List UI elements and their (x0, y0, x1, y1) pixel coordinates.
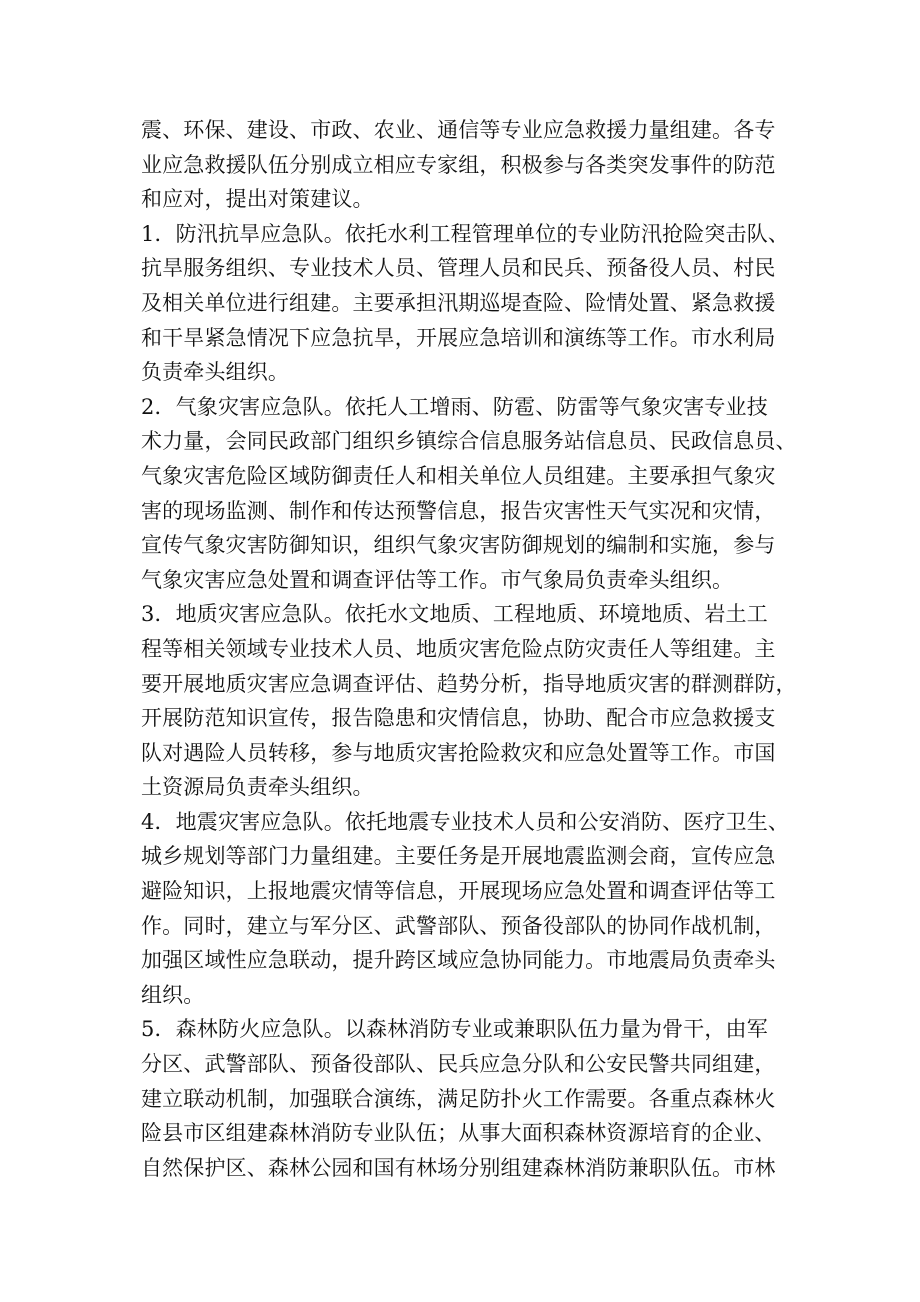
text-line: 和应对，提出对策建议。 (141, 187, 374, 212)
document-body (141, 113, 797, 1185)
text-line: 4．地震灾害应急队。依托地震专业技术人员和公安消防、医疗卫生、 (141, 809, 790, 834)
text-line: 2．气象灾害应急队。依托人工增雨、防雹、防雷等气象灾害专业技 (141, 394, 768, 419)
text-line: 作。同时，建立与军分区、武警部队、预备役部队的协同作战机制， (141, 913, 776, 938)
text-line: 组织。 (141, 982, 205, 1007)
text-line: 队对遇险人员转移，参与地质灾害抢险救灾和应急处置等工作。市国 (141, 740, 776, 765)
text-line: 宣传气象灾害防御知识，组织气象灾害防御规划的编制和实施，参与 (141, 533, 776, 558)
text-line: 险县市区组建森林消防专业队伍；从事大面积森林资源培育的企业、 (141, 1121, 776, 1146)
text-line: 术力量，会同民政部门组织乡镇综合信息服务站信息员、民政信息员、 (141, 429, 797, 454)
text-line: 负责牵头组织。 (141, 360, 290, 385)
text-line: 避险知识，上报地震灾情等信息，开展现场应急处置和调查评估等工 (141, 879, 776, 904)
text-line: 害的现场监测、制作和传达预警信息，报告灾害性天气实况和灾情， (141, 498, 776, 523)
text-line: 要开展地质灾害应急调查评估、趋势分析，指导地质灾害的群测群防， (141, 671, 797, 696)
text-line: 自然保护区、森林公园和国有林场分别组建森林消防兼职队伍。市林 (141, 1155, 776, 1180)
text-line: 建立联动机制，加强联合演练，满足防扑火工作需要。各重点森林火 (141, 1086, 776, 1111)
text-line: 城乡规划等部门力量组建。主要任务是开展地震监测会商，宣传应急 (141, 844, 776, 869)
text-line: 开展防范知识宣传，报告隐患和灾情信息，协助、配合市应急救援支 (141, 706, 776, 731)
text-line: 震、环保、建设、市政、农业、通信等专业应急救援力量组建。各专 (141, 118, 776, 142)
text-line: 分区、武警部队、预备役部队、民兵应急分队和公安民警共同组建， (141, 1052, 776, 1077)
text-line: 3．地质灾害应急队。依托水文地质、工程地质、环境地质、岩土工 (141, 602, 768, 627)
text-line: 5．森林防火应急队。以森林消防专业或兼职队伍力量为骨干，由军 (141, 1017, 768, 1042)
text-line: 业应急救援队伍分别成立相应专家组，积极参与各类突发事件的防范 (141, 152, 776, 177)
text-line: 加强区域性应急联动，提升跨区域应急协同能力。市地震局负责牵头 (141, 948, 776, 973)
text-line: 土资源局负责牵头组织。 (141, 775, 374, 800)
text-line: 抗旱服务组织、专业技术人员、管理人员和民兵、预备役人员、村民 (141, 256, 776, 281)
text-line: 和干旱紧急情况下应急抗旱，开展应急培训和演练等工作。市水利局 (141, 325, 776, 350)
text-line: 气象灾害危险区域防御责任人和相关单位人员组建。主要承担气象灾 (141, 463, 776, 488)
text-line: 及相关单位进行组建。主要承担汛期巡堤查险、险情处置、紧急救援 (141, 290, 776, 315)
text-line: 1．防汛抗旱应急队。依托水利工程管理单位的专业防汛抢险突击队、 (141, 221, 790, 246)
text-line: 气象灾害应急处置和调查评估等工作。市气象局负责牵头组织。 (141, 567, 734, 592)
text-line: 程等相关领域专业技术人员、地质灾害危险点防灾责任人等组建。主 (141, 636, 776, 661)
